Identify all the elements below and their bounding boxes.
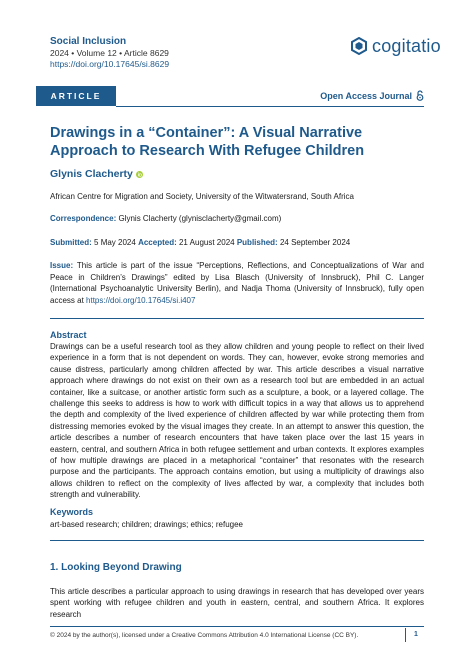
orcid-icon[interactable] [136, 171, 143, 178]
author-affiliation: African Centre for Migration and Society, University of the Witwatersrand, South Africa [50, 192, 354, 201]
footer-rule [50, 626, 424, 627]
submitted-label: Submitted: [50, 238, 92, 247]
correspondence-label: Correspondence: [50, 214, 117, 223]
abstract-text: Drawings can be a useful research tool as they allow children and young people to reflect on their lived experience in a form that is not dependent on words. They can, however, evoke strong memories and cause distress, particularly among children affected by war. This article describes a visual narrative approach where drawings do not exist on their own as a research tool but are embedded in an actual container, like a suitcase, or another artistic form such as a sculpture, a book, or a layered collage. The challenge this seeks to address is how to work with difficult topics in a way that allows us to apprehend the depth and complexity of the lived experience of children affected by war while protecting them from distressing memories evoked by the visual images they create. In an attempt to answer this question, the article describes a number of research encounters that have taken place over the last 15 years in eastern, central, and southern Africa in both refugee settlement and urban contexts. It explores examples of how multiple drawings are placed in a metaphorical “container” that resonates with the research purpose and the participants. The approach contains emotion, but using a multiplicity of drawings also allows children to reflect on the complexity of lives affected by war, a complexity that includes both strength and vulnerability. [50, 342, 424, 500]
author-line [50, 168, 143, 180]
open-access-lock-icon [416, 90, 424, 101]
journal-name: Social Inclusion [50, 36, 127, 47]
article-title: Drawings in a “Container”: A Visual Narrative Approach to Research With Refugee Children [50, 125, 365, 159]
section-heading: 1. Looking Beyond Drawing [50, 562, 182, 573]
section-body-text: This article describes a particular approach to using drawings in research that has developed over years spent working with refugee children and youth in eastern, central, and southern Africa. It explores research [50, 587, 424, 619]
issue-label: Issue: [50, 261, 74, 270]
published-label: Published: [236, 238, 278, 247]
open-access-label [320, 90, 424, 101]
footer-separator [405, 628, 406, 642]
keywords-heading: Keywords [50, 507, 94, 517]
published-date: 24 September 2024 [279, 238, 351, 247]
abstract-heading: Abstract [50, 330, 87, 340]
accepted-date: 21 August 2024 [178, 238, 235, 247]
accepted-label: Accepted: [138, 238, 177, 247]
license-text: © 2024 by the author(s), licensed under a Creative Commons Attribution 4.0 International License (CC BY). [50, 632, 359, 639]
cogitatio-logo-icon [350, 37, 368, 57]
issue-paragraph [50, 260, 424, 306]
article-type-badge: ARTICLE [36, 86, 116, 106]
correspondence-value: Glynis Clacherty (glynisclacherty@gmail.com) [118, 214, 282, 223]
abstract-top-rule [50, 318, 424, 319]
issue-doi-link[interactable]: https://doi.org/10.17645/si.i407 [86, 295, 196, 305]
submitted-date: 5 May 2024 [94, 238, 136, 247]
journal-header [50, 36, 169, 71]
open-access-text: Open Access Journal [320, 90, 412, 101]
page-number: 1 [414, 631, 418, 638]
correspondence-line [50, 214, 281, 223]
cogitatio-logo [350, 36, 441, 57]
header-divider [116, 106, 424, 107]
dates-line [50, 238, 350, 247]
logo-text: cogitatio [372, 36, 441, 56]
keywords-text: art-based research; children; drawings; ethics; refugee [50, 520, 243, 529]
journal-meta: 2024 • Volume 12 • Article 8629 [50, 47, 169, 58]
keywords-bottom-rule [50, 540, 424, 541]
author-name: Glynis Clacherty [50, 168, 133, 180]
article-doi-link[interactable]: https://doi.org/10.17645/si.8629 [50, 59, 170, 69]
issue-text: This article is part of the issue “Perceptions, Reflections, and Conceptualizations of War and Peace in Children’s Drawings” edited by Lisa Blasch (University of Innsbruck), Phil C. Langer (International Psychoanalytic University Berlin), and Nadja Thoma (University of Innsbruck), fully open access at [50, 261, 425, 305]
